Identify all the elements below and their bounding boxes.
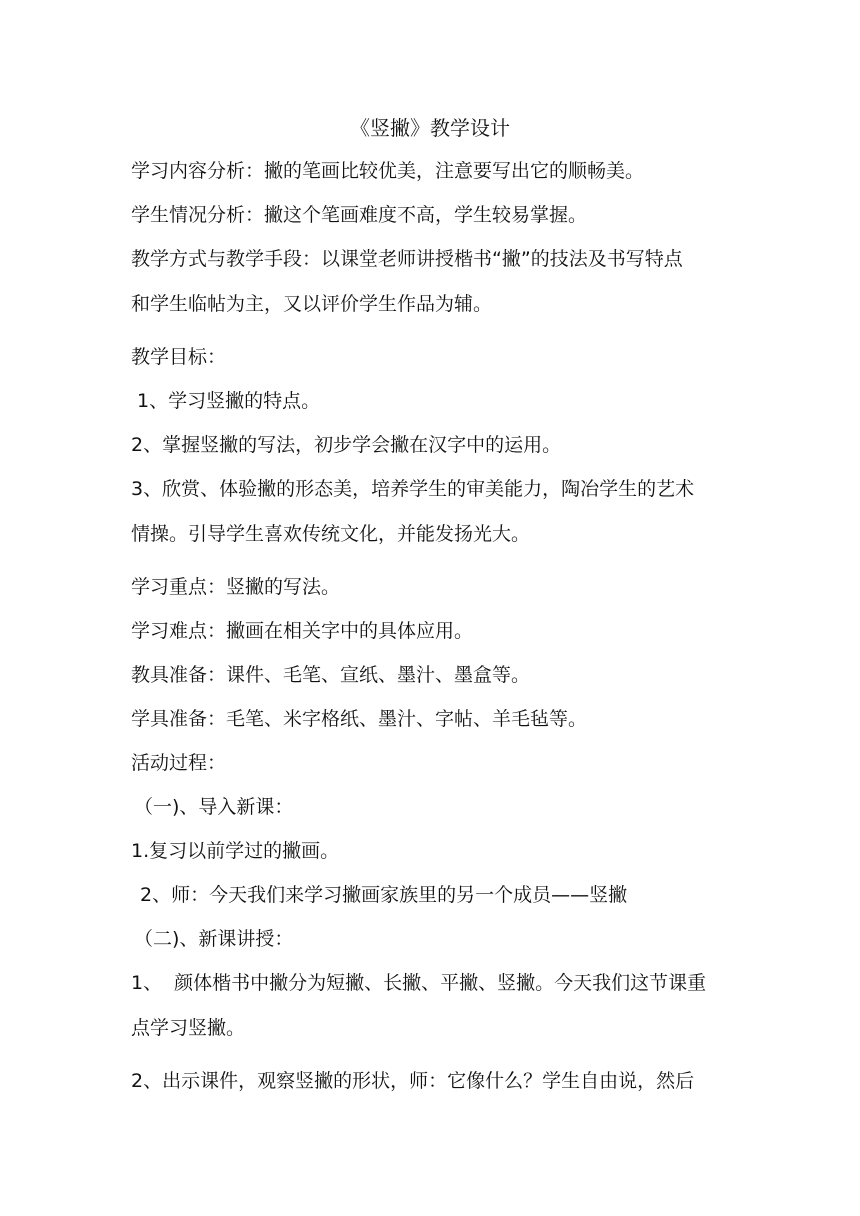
lesson-step-2: 2、出示课件，观察竖撇的形状，师：它像什么？学生自由说，然后 bbox=[131, 1070, 695, 1092]
paragraph-line: 1、 颜体楷书中撇分为短撇、长撇、平撇、竖撇。今天我们这节课重 bbox=[131, 972, 707, 994]
paragraph-student-materials: 学具准备：毛笔、米字格纸、墨汁、字帖、羊毛毡等。 bbox=[131, 708, 588, 730]
paragraph-line: 点学习竖撇。 bbox=[131, 1017, 246, 1039]
goal-item-3 bbox=[131, 467, 731, 557]
document-title: 《竖撇》教学设计 bbox=[350, 116, 510, 140]
goal-item-1: 1、学习竖撇的特点。 bbox=[137, 390, 321, 412]
goal-item-2: 2、掌握竖撇的写法，初步学会撇在汉字中的运用。 bbox=[131, 434, 562, 456]
section-new-lesson: （二)、新课讲授： bbox=[134, 928, 294, 950]
document-body bbox=[131, 156, 731, 1110]
heading-activity-process: 活动过程： bbox=[131, 752, 227, 774]
paragraph-key-point: 学习重点：竖撇的写法。 bbox=[131, 576, 341, 598]
paragraph-difficult-point: 学习难点：撇画在相关字中的具体应用。 bbox=[131, 620, 474, 642]
paragraph-content-analysis: 学习内容分析：撇的笔画比较优美，注意要写出它的顺畅美。 bbox=[131, 160, 645, 182]
intro-step-2: 2、师：今天我们来学习撇画家族里的另一个成员——竖撇 bbox=[140, 884, 628, 906]
lesson-step-1 bbox=[131, 961, 731, 1051]
paragraph-line: 和学生临帖为主，又以评价学生作品为辅。 bbox=[131, 293, 493, 315]
heading-teaching-goals: 教学目标： bbox=[131, 346, 227, 368]
paragraph-line: 教学方式与教学手段：以课堂老师讲授楷书“撇”的技法及书写特点 bbox=[131, 248, 683, 270]
paragraph-student-analysis: 学生情况分析：撇这个笔画难度不高，学生较易掌握。 bbox=[131, 204, 588, 226]
paragraph-line: 3、欣赏、体验撇的形态美，培养学生的审美能力，陶冶学生的艺术 bbox=[131, 478, 695, 500]
intro-step-1: 1.复习以前学过的撇画。 bbox=[131, 840, 340, 862]
paragraph-line: 情操。引导学生喜欢传统文化，并能发扬光大。 bbox=[131, 523, 531, 545]
section-introduction: （一)、导入新课： bbox=[134, 796, 294, 818]
paragraph-teacher-materials: 教具准备：课件、毛笔、宣纸、墨汁、墨盒等。 bbox=[131, 664, 531, 686]
paragraph-teaching-methods bbox=[131, 237, 731, 327]
